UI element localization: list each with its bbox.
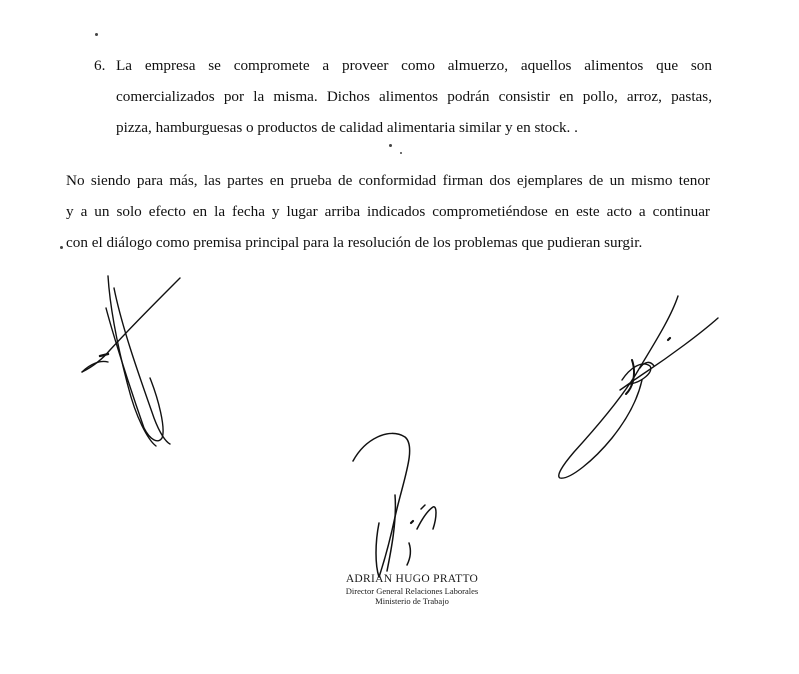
stamp-role: Director General Relaciones Laborales: [345, 586, 479, 596]
closing-line: con el diálogo como premisa principal para la resolución de los problemas que pudieran surgir.: [66, 234, 643, 251]
signature-center: [345, 425, 455, 585]
signature-left: [70, 268, 200, 453]
closing-line: No siendo para más, las partes en prueba de conformidad firman dos ejemplares de un mismo tenor: [66, 172, 710, 189]
stamp-name: ADRIAN HUGO PRATTO: [345, 573, 479, 585]
clause-line: comercializados por la misma. Dichos alimentos podrán consistir en pollo, arroz, pastas,: [116, 88, 712, 105]
clause-line: pizza, hamburguesas o productos de calidad alimentaria similar y en stock. .: [116, 119, 578, 136]
closing-paragraph: [66, 165, 710, 258]
closing-line: y a un solo efecto en la fecha y lugar arriba indicados comprometiéndose en este acto a continuar: [66, 203, 710, 220]
clause-text: [116, 50, 712, 143]
clause-number: 6.: [94, 57, 106, 74]
stamp-org: Ministerio de Trabajo: [375, 596, 449, 606]
clause-line: La empresa se compromete a proveer como almuerzo, aquellos alimentos que son: [116, 57, 712, 74]
signature-right: [550, 290, 725, 485]
official-stamp: [332, 573, 492, 606]
scan-speck: [95, 33, 98, 36]
scan-speck: [60, 246, 63, 249]
scan-speck: [400, 152, 402, 154]
scan-speck: [389, 144, 392, 147]
